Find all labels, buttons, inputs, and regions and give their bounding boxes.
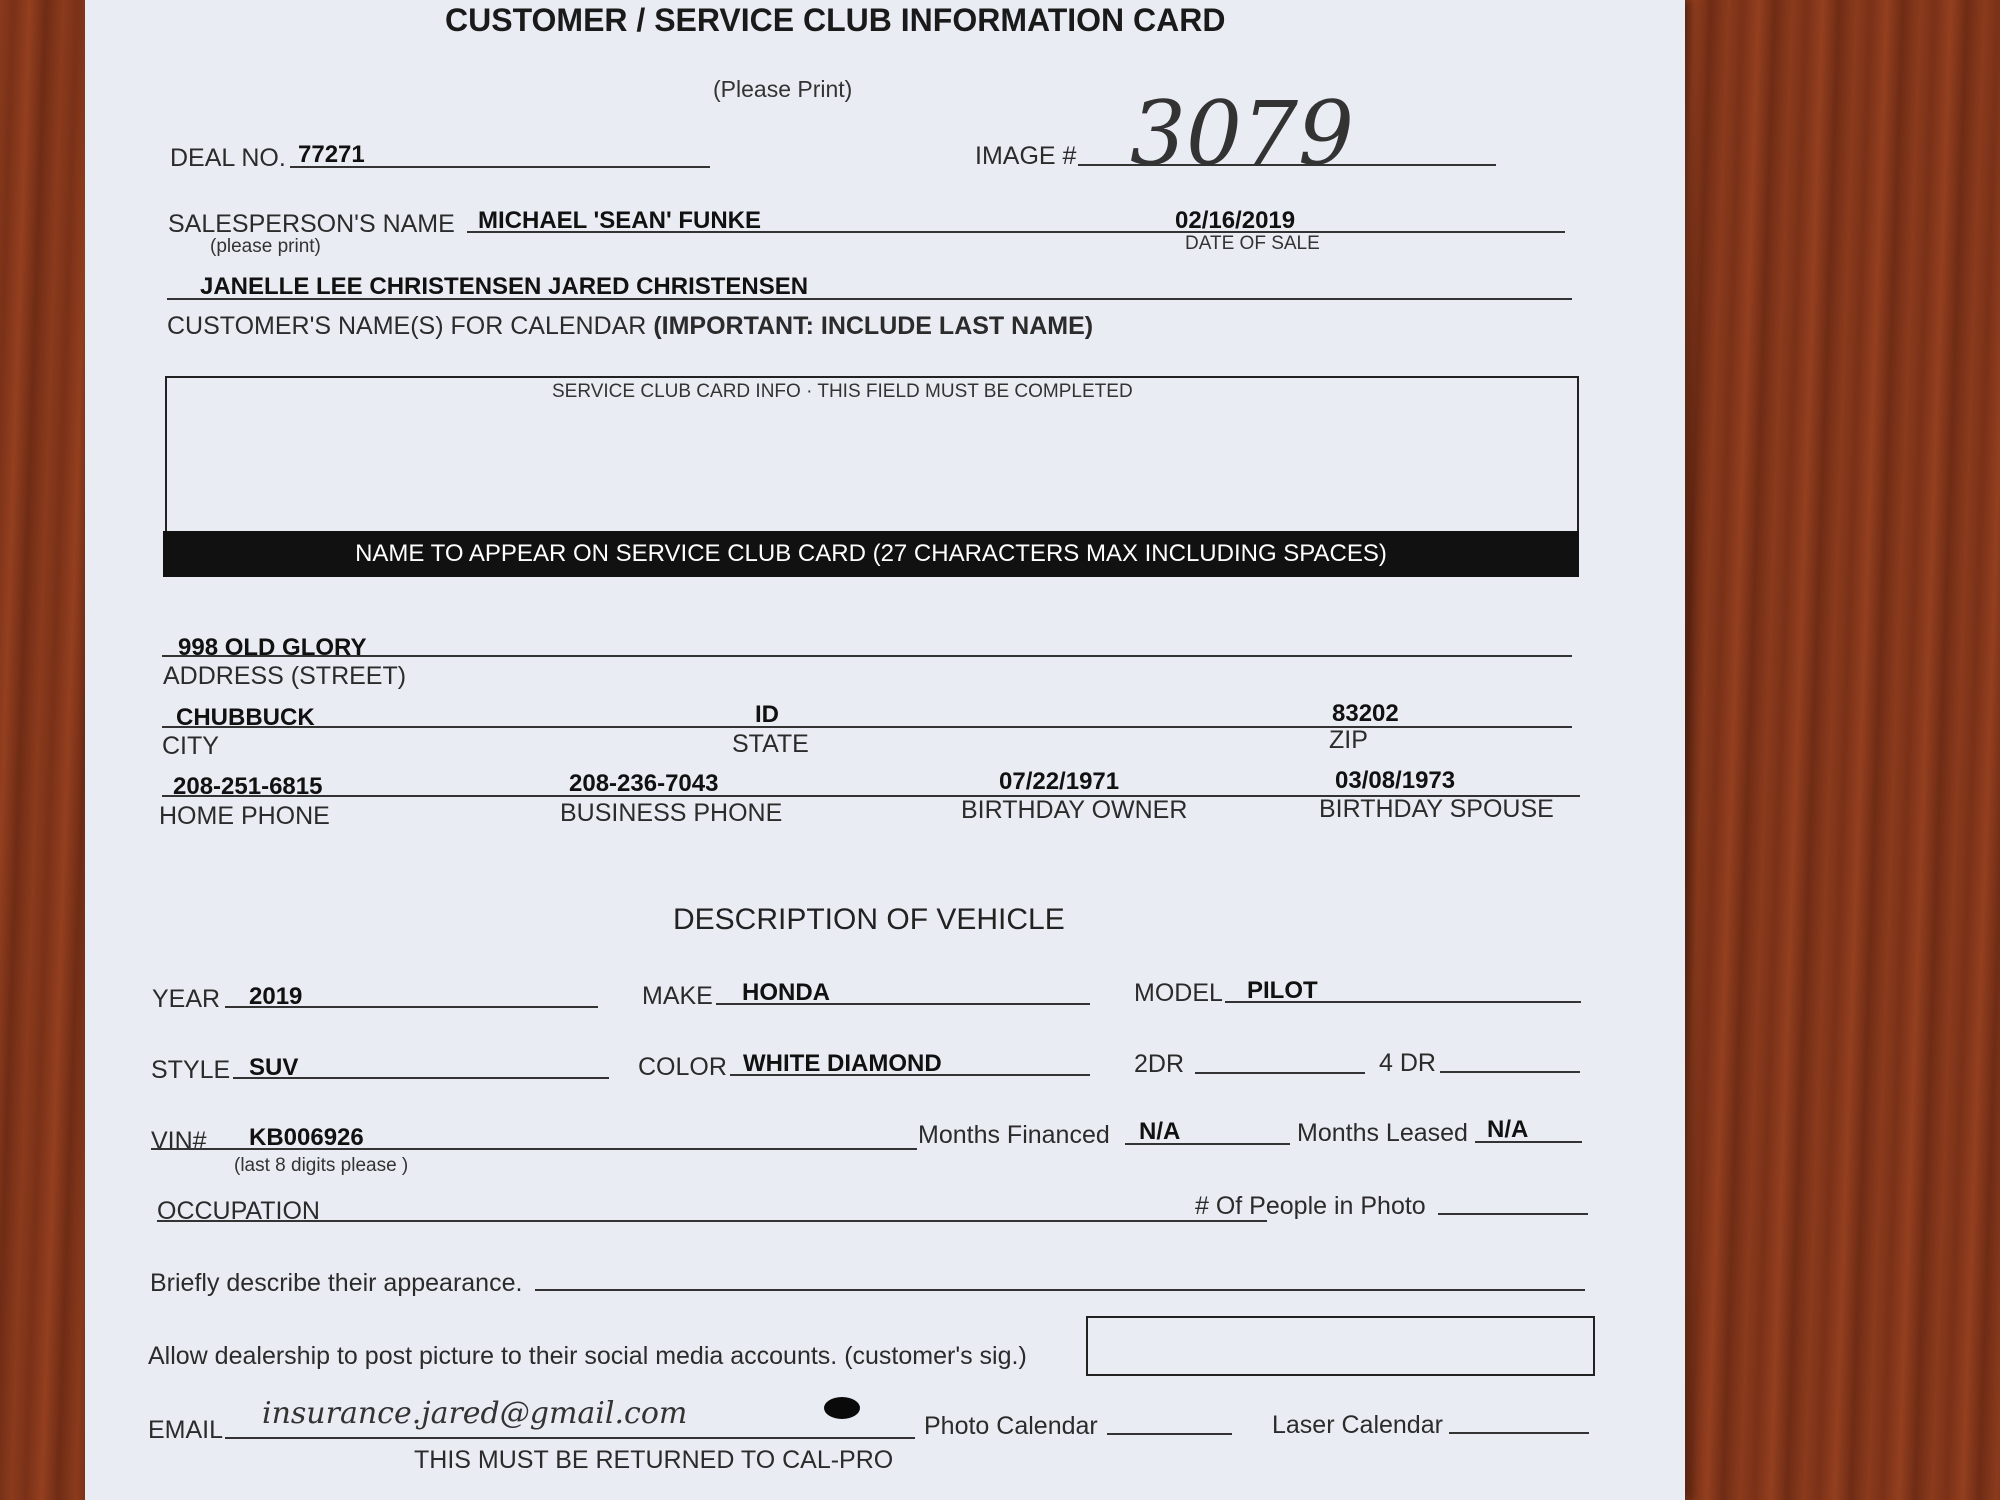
people-in-photo-label: # Of People in Photo — [1195, 1192, 1426, 1220]
salesperson-hint: (please print) — [210, 236, 321, 257]
months-leased-label: Months Leased — [1297, 1119, 1468, 1147]
street-line — [162, 655, 1572, 657]
people-in-photo-line[interactable] — [1438, 1213, 1588, 1215]
date-of-sale-value[interactable]: 02/16/2019 — [1175, 207, 1296, 234]
social-media-consent-label: Allow dealership to post picture to their social media accounts. (customer's sig.) — [148, 1342, 1027, 1370]
form-subtitle: (Please Print) — [713, 76, 853, 102]
photo-calendar-line[interactable] — [1107, 1433, 1232, 1435]
image-no-line — [1078, 164, 1496, 166]
year-value[interactable]: 2019 — [249, 983, 303, 1010]
months-financed-value[interactable]: N/A — [1139, 1118, 1181, 1145]
street-label: ADDRESS (STREET) — [163, 662, 407, 690]
laser-calendar-label: Laser Calendar — [1272, 1411, 1443, 1439]
months-financed-label: Months Financed — [918, 1121, 1110, 1149]
color-label: COLOR — [638, 1053, 727, 1081]
salesperson-line — [467, 231, 1565, 233]
year-line — [225, 1006, 598, 1008]
service-club-card-header: SERVICE CLUB CARD INFO · THIS FIELD MUST BE COMPLETED — [552, 381, 1133, 402]
customer-signature-box[interactable] — [1086, 1316, 1595, 1376]
vin-hint: (last 8 digits please ) — [234, 1155, 409, 1176]
make-line — [716, 1003, 1090, 1005]
birthday-owner-value[interactable]: 07/22/1971 — [999, 768, 1120, 795]
months-financed-line — [1125, 1143, 1290, 1145]
model-label: MODEL — [1134, 979, 1223, 1007]
style-line — [233, 1077, 609, 1079]
appearance-label: Briefly describe their appearance. — [150, 1269, 523, 1297]
style-value[interactable]: SUV — [249, 1054, 299, 1081]
home-phone-value[interactable]: 208-251-6815 — [173, 773, 323, 800]
months-leased-value[interactable]: N/A — [1487, 1116, 1529, 1143]
birthday-spouse-value[interactable]: 03/08/1973 — [1335, 767, 1456, 794]
vin-label: VIN# — [151, 1127, 207, 1155]
occupation-label: OCCUPATION — [157, 1197, 320, 1225]
zip-label: ZIP — [1329, 726, 1368, 754]
salesperson-value[interactable]: MICHAEL 'SEAN' FUNKE — [478, 207, 761, 234]
style-label: STYLE — [151, 1056, 231, 1084]
two-door-line[interactable] — [1195, 1072, 1365, 1074]
vin-value[interactable]: KB006926 — [249, 1124, 364, 1151]
appearance-line[interactable] — [535, 1289, 1585, 1291]
date-of-sale-label: DATE OF SALE — [1185, 233, 1320, 254]
four-door-label: 4 DR — [1379, 1049, 1436, 1077]
make-value[interactable]: HONDA — [742, 979, 830, 1006]
form-paper — [85, 0, 1685, 1500]
customer-names-label: CUSTOMER'S NAME(S) FOR CALENDAR (IMPORTANT: INCLUDE LAST NAME) — [167, 312, 1094, 340]
laser-calendar-line[interactable] — [1449, 1432, 1589, 1434]
form-title: CUSTOMER / SERVICE CLUB INFORMATION CARD — [445, 2, 1226, 38]
home-phone-label: HOME PHONE — [159, 802, 330, 830]
occupation-line[interactable] — [157, 1220, 1267, 1222]
state-value[interactable]: ID — [755, 701, 779, 728]
model-line — [1225, 1001, 1581, 1003]
color-value[interactable]: WHITE DIAMOND — [743, 1050, 942, 1077]
make-label: MAKE — [642, 982, 713, 1010]
image-no-label: IMAGE # — [975, 142, 1077, 170]
zip-value[interactable]: 83202 — [1332, 700, 1399, 727]
customer-names-value[interactable]: JANELLE LEE CHRISTENSEN JARED CHRISTENSEN — [200, 273, 809, 300]
four-door-line[interactable] — [1440, 1071, 1580, 1073]
birthday-spouse-label: BIRTHDAY SPOUSE — [1319, 795, 1554, 823]
months-leased-line — [1475, 1141, 1582, 1143]
deal-no-line — [290, 166, 710, 168]
footer-note: THIS MUST BE RETURNED TO CAL-PRO — [414, 1446, 894, 1474]
color-line — [730, 1074, 1090, 1076]
business-phone-value[interactable]: 208-236-7043 — [569, 770, 719, 797]
vin-line — [151, 1148, 917, 1150]
city-value[interactable]: CHUBBUCK — [176, 704, 315, 731]
ink-blot — [824, 1397, 860, 1419]
image-no-value[interactable]: 3079 — [1130, 82, 1354, 185]
state-label: STATE — [732, 730, 809, 758]
customer-names-line — [167, 298, 1572, 300]
birthday-owner-label: BIRTHDAY OWNER — [961, 796, 1188, 824]
two-door-label: 2DR — [1134, 1050, 1185, 1078]
deal-no-value[interactable]: 77271 — [298, 141, 365, 168]
email-line — [225, 1437, 915, 1439]
photo-calendar-label: Photo Calendar — [924, 1412, 1098, 1440]
salesperson-label: SALESPERSON'S NAME — [168, 210, 455, 238]
model-value[interactable]: PILOT — [1247, 977, 1318, 1004]
street-value[interactable]: 998 OLD GLORY — [178, 634, 367, 661]
deal-no-label: DEAL NO. — [170, 144, 286, 172]
email-label: EMAIL — [148, 1416, 224, 1444]
email-value[interactable]: insurance.jared@gmail.com — [262, 1396, 688, 1431]
service-club-card-name-bar: NAME TO APPEAR ON SERVICE CLUB CARD (27 CHARACTERS MAX INCLUDING SPACES) — [163, 531, 1579, 577]
business-phone-label: BUSINESS PHONE — [560, 799, 783, 827]
vehicle-heading: DESCRIPTION OF VEHICLE — [673, 903, 1065, 936]
year-label: YEAR — [152, 985, 221, 1013]
city-label: CITY — [162, 732, 219, 760]
